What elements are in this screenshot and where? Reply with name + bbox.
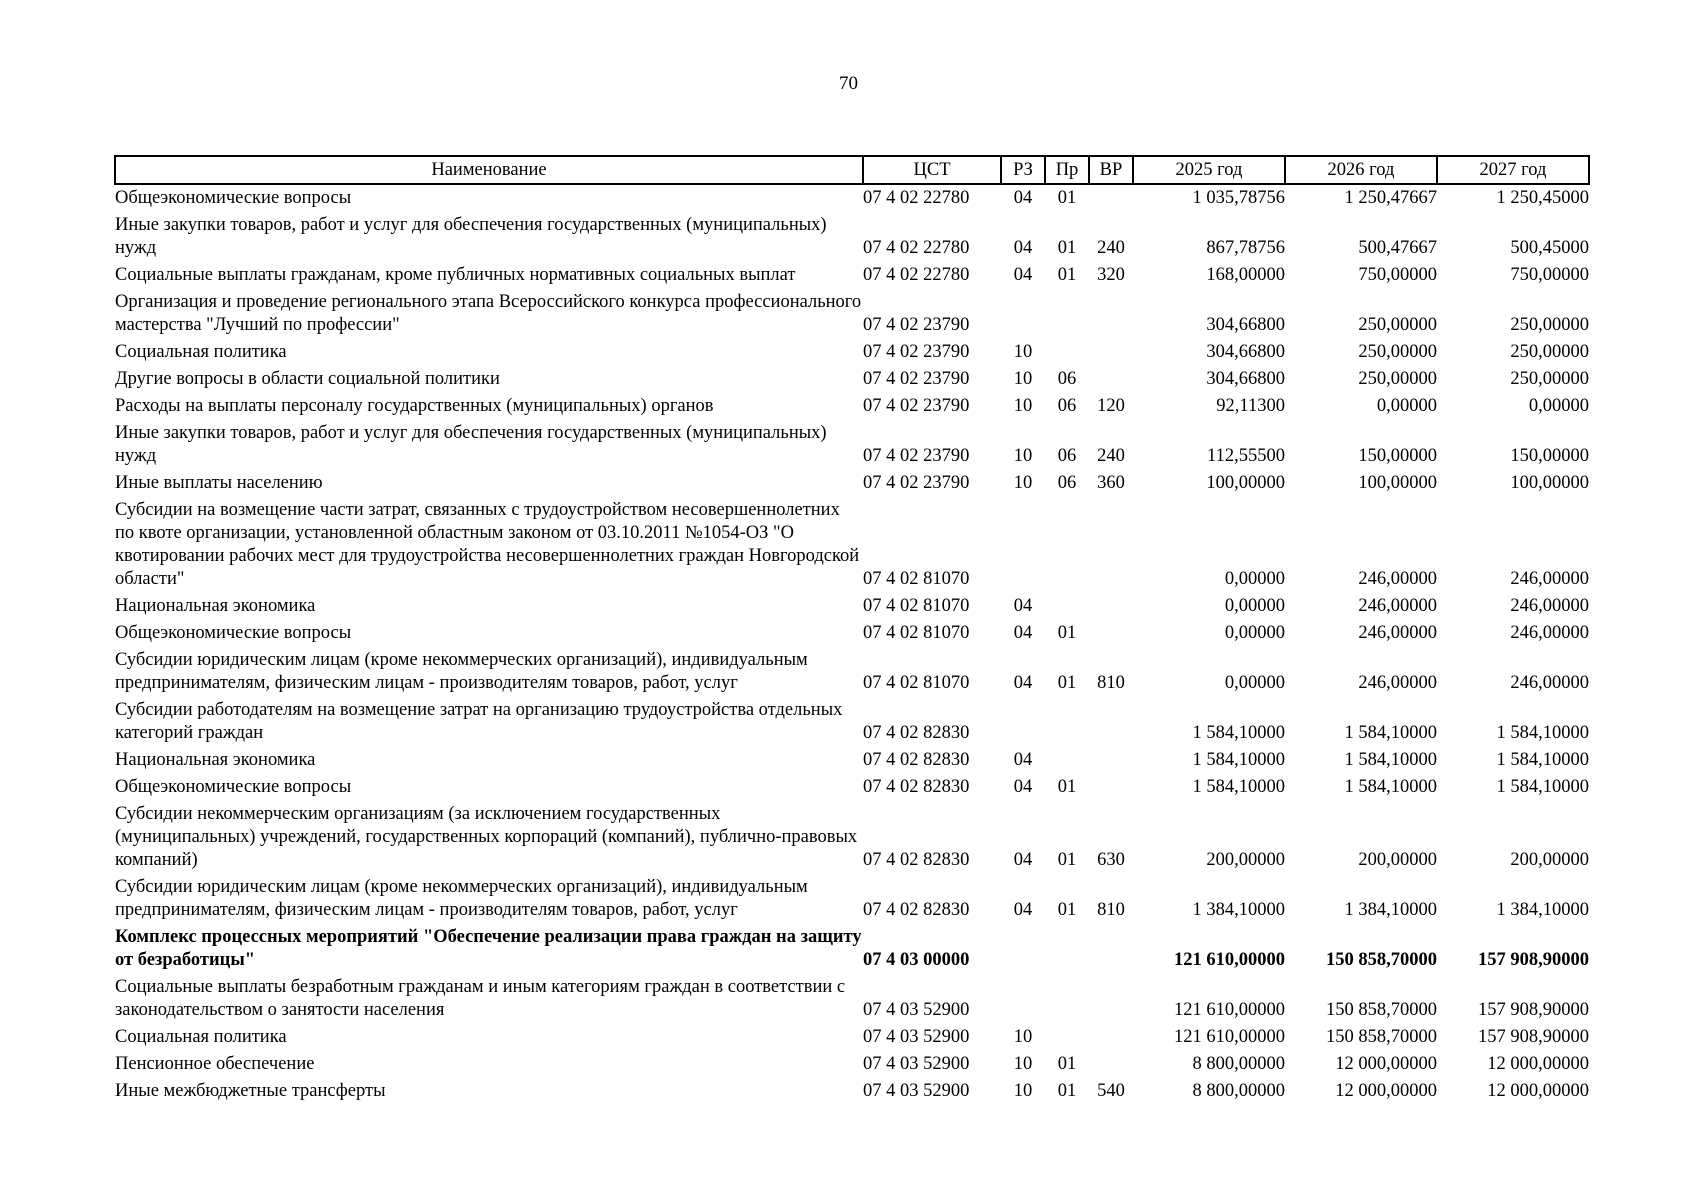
cell-name: Субсидии работодателям на возмещение затрат на организацию трудоустройства отдельных категорий граждан bbox=[115, 700, 843, 743]
cell-name: Общеэкономические вопросы bbox=[115, 777, 352, 797]
cell-2027: 1 584,10000 bbox=[1496, 750, 1589, 770]
cell-cst: 07 4 03 52900 bbox=[863, 1054, 970, 1074]
cell-cst: 07 4 02 82830 bbox=[863, 777, 970, 797]
cell-cst: 07 4 02 81070 bbox=[863, 569, 970, 589]
cell-2026: 750,00000 bbox=[1358, 265, 1437, 285]
cell-cst: 07 4 02 81070 bbox=[863, 623, 970, 643]
cell-2027: 1 584,10000 bbox=[1496, 723, 1589, 743]
cell-pr: 01 bbox=[1057, 900, 1077, 920]
cell-vr bbox=[1089, 366, 1133, 393]
table-row bbox=[115, 1078, 1589, 1105]
cell-2025: 0,00000 bbox=[1224, 569, 1285, 589]
cell-rz: 10 bbox=[1013, 369, 1033, 389]
header-2026: 2026 год bbox=[1285, 156, 1437, 184]
cell-2026: 250,00000 bbox=[1358, 369, 1437, 389]
cell-pr: 01 bbox=[1057, 1081, 1077, 1101]
cell-pr: 01 bbox=[1057, 188, 1077, 208]
table-row bbox=[115, 470, 1589, 497]
cell-2025: 867,78756 bbox=[1206, 238, 1285, 258]
cell-name: Иные межбюджетные трансферты bbox=[115, 1081, 386, 1101]
cell-2025: 304,66800 bbox=[1206, 315, 1285, 335]
cell-rz: 04 bbox=[1013, 265, 1033, 285]
cell-pr: 06 bbox=[1057, 369, 1077, 389]
table-body bbox=[115, 184, 1589, 1105]
cell-2027: 200,00000 bbox=[1510, 850, 1589, 870]
table-row bbox=[115, 774, 1589, 801]
cell-2026: 1 584,10000 bbox=[1344, 723, 1437, 743]
table-row bbox=[115, 212, 1589, 262]
cell-cst: 07 4 02 23790 bbox=[863, 315, 970, 335]
cell-rz: 10 bbox=[1013, 1054, 1033, 1074]
cell-cst: 07 4 02 82830 bbox=[863, 750, 970, 770]
page-number: 70 bbox=[839, 73, 858, 94]
cell-cst: 07 4 02 82830 bbox=[863, 900, 970, 920]
cell-2027: 246,00000 bbox=[1510, 623, 1589, 643]
cell-vr bbox=[1089, 620, 1133, 647]
cell-2026: 12 000,00000 bbox=[1335, 1081, 1437, 1101]
cell-2026: 250,00000 bbox=[1358, 315, 1437, 335]
cell-rz: 04 bbox=[1013, 673, 1033, 693]
cell-rz: 10 bbox=[1013, 342, 1033, 362]
header-pr: Пр bbox=[1045, 156, 1089, 184]
cell-2026: 200,00000 bbox=[1358, 850, 1437, 870]
cell-rz: 04 bbox=[1013, 238, 1033, 258]
cell-2027: 246,00000 bbox=[1510, 673, 1589, 693]
table-row bbox=[115, 801, 1589, 874]
cell-2026: 150 858,70000 bbox=[1326, 1000, 1437, 1020]
cell-name: Национальная экономика bbox=[115, 596, 316, 616]
cell-cst: 07 4 02 22780 bbox=[863, 265, 970, 285]
cell-2027: 150,00000 bbox=[1510, 446, 1589, 466]
cell-cst: 07 4 02 81070 bbox=[863, 596, 970, 616]
cell-2026: 150,00000 bbox=[1358, 446, 1437, 466]
cell-rz: 04 bbox=[1013, 777, 1033, 797]
cell-pr bbox=[1045, 747, 1089, 774]
cell-2025: 121 610,00000 bbox=[1174, 1027, 1285, 1047]
cell-pr bbox=[1045, 924, 1089, 974]
cell-2025: 100,00000 bbox=[1206, 473, 1285, 493]
table-row bbox=[115, 1024, 1589, 1051]
table-row bbox=[115, 874, 1589, 924]
cell-cst: 07 4 02 23790 bbox=[863, 369, 970, 389]
cell-vr: 240 bbox=[1097, 238, 1125, 258]
cell-2025: 1 584,10000 bbox=[1192, 750, 1285, 770]
cell-2027: 157 908,90000 bbox=[1478, 1027, 1589, 1047]
table-row bbox=[115, 262, 1589, 289]
cell-2025: 0,00000 bbox=[1224, 596, 1285, 616]
cell-rz: 04 bbox=[1013, 623, 1033, 643]
cell-vr: 810 bbox=[1097, 900, 1125, 920]
cell-2025: 200,00000 bbox=[1206, 850, 1285, 870]
cell-rz bbox=[1001, 497, 1045, 593]
cell-vr: 120 bbox=[1097, 396, 1125, 416]
cell-2025: 121 610,00000 bbox=[1174, 950, 1285, 970]
cell-2027: 246,00000 bbox=[1510, 596, 1589, 616]
table-row bbox=[115, 620, 1589, 647]
cell-rz: 10 bbox=[1013, 396, 1033, 416]
cell-cst: 07 4 03 52900 bbox=[863, 1000, 970, 1020]
cell-vr bbox=[1089, 339, 1133, 366]
header-vr: ВР bbox=[1089, 156, 1133, 184]
cell-2025: 1 584,10000 bbox=[1192, 777, 1285, 797]
cell-2025: 304,66800 bbox=[1206, 342, 1285, 362]
cell-cst: 07 4 02 22780 bbox=[863, 188, 970, 208]
cell-2025: 1 384,10000 bbox=[1192, 900, 1285, 920]
cell-vr bbox=[1089, 184, 1133, 212]
table-row bbox=[115, 974, 1589, 1024]
cell-2026: 0,00000 bbox=[1376, 396, 1437, 416]
header-name: Наименование bbox=[115, 156, 863, 184]
header-2027: 2027 год bbox=[1437, 156, 1589, 184]
cell-name: Субсидии юридическим лицам (кроме некоммерческих организаций), индивидуальным предпринимателям, физическим лицам - производителям товаров, работ, услуг bbox=[115, 877, 808, 920]
cell-2025: 8 800,00000 bbox=[1192, 1081, 1285, 1101]
cell-rz: 04 bbox=[1013, 900, 1033, 920]
cell-vr bbox=[1089, 289, 1133, 339]
cell-2027: 250,00000 bbox=[1510, 315, 1589, 335]
cell-pr: 01 bbox=[1057, 1054, 1077, 1074]
cell-2025: 304,66800 bbox=[1206, 369, 1285, 389]
cell-2026: 12 000,00000 bbox=[1335, 1054, 1437, 1074]
cell-cst: 07 4 02 81070 bbox=[863, 673, 970, 693]
cell-vr bbox=[1089, 697, 1133, 747]
cell-pr bbox=[1045, 339, 1089, 366]
cell-pr bbox=[1045, 974, 1089, 1024]
cell-vr bbox=[1089, 1024, 1133, 1051]
cell-vr: 810 bbox=[1097, 673, 1125, 693]
table-row bbox=[115, 747, 1589, 774]
cell-2025: 92,11300 bbox=[1216, 396, 1285, 416]
cell-vr: 320 bbox=[1097, 265, 1125, 285]
cell-vr bbox=[1089, 1051, 1133, 1078]
header-2025: 2025 год bbox=[1133, 156, 1285, 184]
cell-pr: 01 bbox=[1057, 238, 1077, 258]
table-row bbox=[115, 647, 1589, 697]
cell-2025: 0,00000 bbox=[1224, 673, 1285, 693]
table-row bbox=[115, 1051, 1589, 1078]
cell-name: Комплекс процессных мероприятий "Обеспечение реализации права граждан на защиту от безработицы" bbox=[115, 927, 862, 970]
cell-2027: 1 584,10000 bbox=[1496, 777, 1589, 797]
cell-name: Субсидии юридическим лицам (кроме некоммерческих организаций), индивидуальным предпринимателям, физическим лицам - производителям товаров, работ, услуг bbox=[115, 650, 808, 693]
cell-rz: 04 bbox=[1013, 188, 1033, 208]
cell-cst: 07 4 02 23790 bbox=[863, 446, 970, 466]
cell-pr bbox=[1045, 697, 1089, 747]
cell-2026: 150 858,70000 bbox=[1326, 950, 1437, 970]
cell-name: Субсидии некоммерческим организациям (за исключением государственных (муниципальных) учреждений, государственных корпораций (компаний), публично-правовых компаний) bbox=[115, 804, 858, 870]
cell-2027: 250,00000 bbox=[1510, 342, 1589, 362]
cell-2027: 157 908,90000 bbox=[1478, 1000, 1589, 1020]
cell-2027: 0,00000 bbox=[1528, 396, 1589, 416]
cell-2026: 150 858,70000 bbox=[1326, 1027, 1437, 1047]
cell-vr bbox=[1089, 924, 1133, 974]
header-rz: РЗ bbox=[1001, 156, 1045, 184]
cell-rz: 04 bbox=[1013, 750, 1033, 770]
cell-2025: 8 800,00000 bbox=[1192, 1054, 1285, 1074]
cell-vr: 630 bbox=[1097, 850, 1125, 870]
table-header-row bbox=[115, 156, 1589, 184]
cell-name: Другие вопросы в области социальной политики bbox=[115, 369, 500, 389]
cell-name: Пенсионное обеспечение bbox=[115, 1054, 315, 1074]
cell-pr: 01 bbox=[1057, 623, 1077, 643]
cell-2027: 157 908,90000 bbox=[1478, 950, 1589, 970]
cell-2026: 1 250,47667 bbox=[1344, 188, 1437, 208]
table-row bbox=[115, 366, 1589, 393]
cell-rz bbox=[1001, 697, 1045, 747]
cell-2027: 246,00000 bbox=[1510, 569, 1589, 589]
cell-2027: 1 250,45000 bbox=[1496, 188, 1589, 208]
cell-2025: 1 584,10000 bbox=[1192, 723, 1285, 743]
cell-name: Иные закупки товаров, работ и услуг для обеспечения государственных (муниципальных) нужд bbox=[115, 215, 827, 258]
cell-2027: 500,45000 bbox=[1510, 238, 1589, 258]
cell-name: Субсидии на возмещение части затрат, связанных с трудоустройством несовершеннолетних по квоте организации, установленной областным законом от 03.10.2011 №1054-ОЗ "О квотировании рабочих мест для трудоустройства несовершеннолетних граждан Новгородской области" bbox=[115, 500, 860, 589]
cell-rz: 10 bbox=[1013, 1027, 1033, 1047]
table-row bbox=[115, 697, 1589, 747]
cell-name: Социальные выплаты безработным гражданам и иным категориям граждан в соответствии с законодательством о занятости населения bbox=[115, 977, 846, 1020]
cell-cst: 07 4 02 22780 bbox=[863, 238, 970, 258]
cell-2026: 246,00000 bbox=[1358, 623, 1437, 643]
table-row bbox=[115, 289, 1589, 339]
cell-pr: 01 bbox=[1057, 265, 1077, 285]
table-row bbox=[115, 497, 1589, 593]
cell-2026: 500,47667 bbox=[1358, 238, 1437, 258]
cell-cst: 07 4 03 52900 bbox=[863, 1081, 970, 1101]
cell-2026: 1 384,10000 bbox=[1344, 900, 1437, 920]
cell-cst: 07 4 02 23790 bbox=[863, 473, 970, 493]
cell-vr bbox=[1089, 593, 1133, 620]
cell-vr bbox=[1089, 774, 1133, 801]
cell-vr: 360 bbox=[1097, 473, 1125, 493]
cell-cst: 07 4 02 82830 bbox=[863, 723, 970, 743]
cell-name: Социальная политика bbox=[115, 342, 287, 362]
cell-2025: 0,00000 bbox=[1224, 623, 1285, 643]
table-row bbox=[115, 393, 1589, 420]
cell-rz: 10 bbox=[1013, 1081, 1033, 1101]
cell-vr bbox=[1089, 497, 1133, 593]
cell-2027: 12 000,00000 bbox=[1487, 1081, 1589, 1101]
cell-rz bbox=[1001, 289, 1045, 339]
cell-2027: 100,00000 bbox=[1510, 473, 1589, 493]
cell-2025: 168,00000 bbox=[1206, 265, 1285, 285]
cell-cst: 07 4 03 00000 bbox=[863, 950, 970, 970]
cell-name: Расходы на выплаты персоналу государственных (муниципальных) органов bbox=[115, 396, 714, 416]
cell-pr bbox=[1045, 1024, 1089, 1051]
cell-pr bbox=[1045, 289, 1089, 339]
cell-pr: 06 bbox=[1057, 446, 1077, 466]
cell-2025: 1 035,78756 bbox=[1192, 188, 1285, 208]
cell-2027: 1 384,10000 bbox=[1496, 900, 1589, 920]
cell-name: Организация и проведение регионального этапа Всероссийского конкурса профессионального мастерства "Лучший по профессии" bbox=[115, 292, 862, 335]
cell-vr: 540 bbox=[1097, 1081, 1125, 1101]
cell-2027: 12 000,00000 bbox=[1487, 1054, 1589, 1074]
cell-name: Иные закупки товаров, работ и услуг для обеспечения государственных (муниципальных) нужд bbox=[115, 423, 827, 466]
cell-2027: 250,00000 bbox=[1510, 369, 1589, 389]
table-row bbox=[115, 593, 1589, 620]
cell-rz: 04 bbox=[1013, 596, 1033, 616]
cell-pr: 06 bbox=[1057, 396, 1077, 416]
cell-cst: 07 4 02 23790 bbox=[863, 342, 970, 362]
cell-2027: 750,00000 bbox=[1510, 265, 1589, 285]
cell-rz: 04 bbox=[1013, 850, 1033, 870]
cell-name: Социальная политика bbox=[115, 1027, 287, 1047]
cell-2026: 100,00000 bbox=[1358, 473, 1437, 493]
cell-2026: 246,00000 bbox=[1358, 569, 1437, 589]
cell-name: Социальные выплаты гражданам, кроме публичных нормативных социальных выплат bbox=[115, 265, 796, 285]
cell-2025: 112,55500 bbox=[1207, 446, 1285, 466]
cell-name: Общеэкономические вопросы bbox=[115, 188, 352, 208]
cell-vr bbox=[1089, 747, 1133, 774]
cell-2025: 121 610,00000 bbox=[1174, 1000, 1285, 1020]
cell-name: Национальная экономика bbox=[115, 750, 316, 770]
cell-pr: 01 bbox=[1057, 850, 1077, 870]
cell-rz bbox=[1001, 974, 1045, 1024]
cell-rz: 10 bbox=[1013, 446, 1033, 466]
cell-cst: 07 4 02 82830 bbox=[863, 850, 970, 870]
cell-name: Иные выплаты населению bbox=[115, 473, 323, 493]
cell-rz: 10 bbox=[1013, 473, 1033, 493]
cell-2026: 246,00000 bbox=[1358, 596, 1437, 616]
header-cst: ЦСТ bbox=[863, 156, 1001, 184]
cell-pr bbox=[1045, 497, 1089, 593]
cell-pr bbox=[1045, 593, 1089, 620]
cell-pr: 01 bbox=[1057, 673, 1077, 693]
cell-2026: 1 584,10000 bbox=[1344, 777, 1437, 797]
cell-vr: 240 bbox=[1097, 446, 1125, 466]
cell-name: Общеэкономические вопросы bbox=[115, 623, 352, 643]
cell-2026: 1 584,10000 bbox=[1344, 750, 1437, 770]
cell-2026: 246,00000 bbox=[1358, 673, 1437, 693]
cell-cst: 07 4 02 23790 bbox=[863, 396, 970, 416]
budget-table bbox=[114, 155, 1590, 1105]
table-row bbox=[115, 339, 1589, 366]
cell-vr bbox=[1089, 974, 1133, 1024]
table-row bbox=[115, 924, 1589, 974]
cell-rz bbox=[1001, 924, 1045, 974]
table-row bbox=[115, 184, 1589, 212]
cell-2026: 250,00000 bbox=[1358, 342, 1437, 362]
table-row bbox=[115, 420, 1589, 470]
cell-pr: 06 bbox=[1057, 473, 1077, 493]
cell-cst: 07 4 03 52900 bbox=[863, 1027, 970, 1047]
cell-pr: 01 bbox=[1057, 777, 1077, 797]
